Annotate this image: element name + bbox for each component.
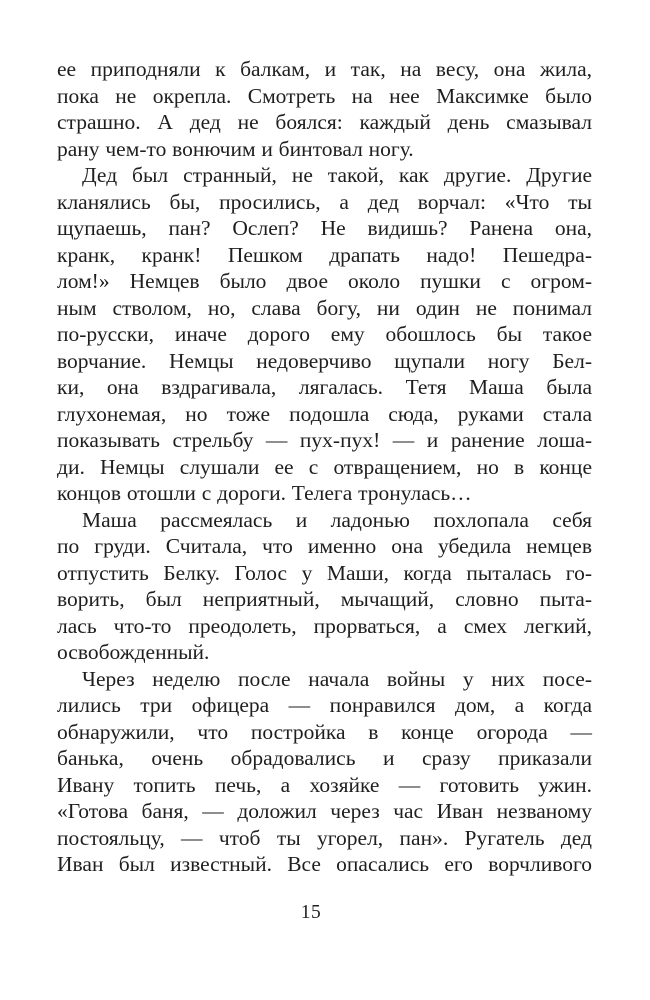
- text-line: глухонемая, но тоже подошла сюда, руками стала: [57, 401, 592, 426]
- text-line: лась что-то преодолеть, прорваться, а смех легкий,: [57, 613, 592, 638]
- text-line: ворчание. Немцы недоверчиво щупали ногу Бел-: [57, 348, 592, 373]
- text-line: ди. Немцы слушали ее с отвращением, но в конце: [57, 454, 592, 479]
- text-line: показывать стрельбу — пух-пух! — и ранение лоша-: [57, 428, 592, 452]
- text-line: постояльцу, — чтоб ты угорел, пан». Ругатель дед: [57, 825, 592, 850]
- text-line: кланялись бы, просились, а дед ворчал: «Что ты: [57, 189, 592, 214]
- text-line: лом!» Немцев было двое около пушки с огром-: [57, 269, 592, 293]
- text-line: Ивану топить печь, а хозяйке — готовить ужин.: [57, 772, 592, 797]
- text-line: «Готова баня, — доложил через час Иван незваному: [57, 799, 592, 823]
- text-line: по-русски, иначе дорого ему обошлось бы такое: [57, 322, 592, 346]
- text-line: ворить, был неприятный, мычащий, словно пыта-: [57, 587, 592, 611]
- text-line: по груди. Считала, что именно она убедила немцев: [57, 534, 592, 558]
- text-line: ным стволом, но, слава богу, ни один не понимал: [57, 295, 592, 320]
- text-line: ее приподняли к балкам, и так, на весу, она жила,: [57, 57, 592, 81]
- text-line: Дед был странный, не такой, как другие. Другие: [82, 163, 592, 187]
- text-line: освобожденный.: [57, 640, 210, 664]
- text-line: отпустить Белку. Голос у Маши, когда пыталась го-: [57, 560, 592, 585]
- text-line: кранк, кранк! Пешком драпать надо! Пешедра-: [57, 242, 592, 267]
- text-line: рану чем-то вонючим и бинтовал ногу.: [57, 136, 414, 161]
- text-line: Через неделю после начала войны у них посе-: [82, 666, 592, 691]
- text-line: страшно. А дед не боялся: каждый день смазывал: [57, 110, 592, 134]
- text-line: лились три офицера — понравился дом, а когда: [57, 693, 592, 717]
- text-line: ки, она вздрагивала, лягалась. Тетя Маша была: [57, 375, 592, 399]
- text-line: щупаешь, пан? Ослеп? Не видишь? Ранена она,: [57, 216, 592, 240]
- text-line: концов отошли с дороги. Телега тронулась…: [57, 481, 472, 505]
- text-line: обнаружили, что постройка в конце огорода —: [57, 719, 592, 744]
- page-number: 15: [300, 902, 322, 923]
- text-line: Маша рассмеялась и ладонью похлопала себя: [82, 507, 592, 532]
- text-line: Иван был известный. Все опасались его ворчливого: [57, 852, 592, 876]
- text-line: пока не окрепла. Смотреть на нее Максимке было: [57, 83, 592, 108]
- text-line: банька, очень обрадовались и сразу приказали: [57, 746, 592, 770]
- page-text: [57, 56, 592, 878]
